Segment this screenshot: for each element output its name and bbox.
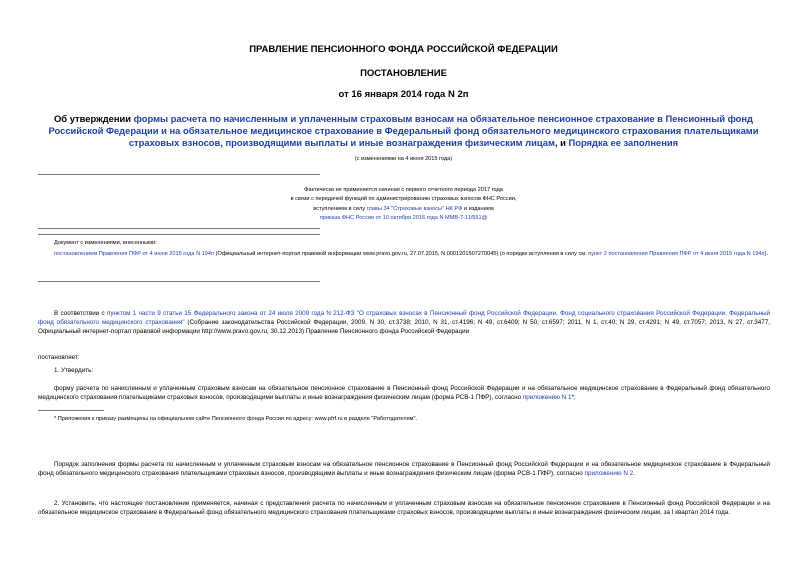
notice-line-3: вступлением в силу главы 34 "Страховые взносы" НК РФ и изданием <box>313 205 494 212</box>
notice-line-4 <box>0 214 807 223</box>
order-paragraph: Порядок заполнения формы расчета по начисленным и уплаченным страховым взносам на обязательное пенсионное страхование в Пенсионный фонд Российской Федерации и на обязательное медицинское страхование в Федеральный фонд обязательного медицинского страхования плательщиками страховых взносов, производящими выплаты и иные вознаграждения физическим лицам (форма РСВ-1 ПФР), согласно приложению N 2. <box>38 461 770 478</box>
form-link[interactable]: формы расчета по начисленным и уплаченным страховым взносам на обязательное пенсионное страхование в Пенсионный фонд Российской Федерации и на обязательное медицинское страхование в Федеральный фонд обязательного медицинского страхования плательщиками страховых взносов, производящими выплаты и иные вознаграждения физическим лицам <box>48 113 759 149</box>
document-title <box>30 113 777 150</box>
procedure-link[interactable]: Порядка ее заполнения <box>568 137 679 149</box>
footnote-divider <box>38 410 104 411</box>
resolves: постановляет: <box>38 354 80 361</box>
item-2-paragraph: 2. Установить, что настоящее постановление применяется, начиная с представления расчета по начисленным и уплаченным страховым взносам на обязательное пенсионное страхование в Пенсионный фонд Российской Федерации и на обязательное медицинское страхование в Федеральный фонд обязательного медицинского страхования плательщиками страховых взносов, производящими выплаты и иные вознаграждения физическим лицам, за I квартал 2014 года. <box>38 500 770 517</box>
fns-order-link[interactable]: приказа ФНС России от 10 октября 2016 года N ММВ-7-11/551@ <box>319 215 488 222</box>
item-1-form-paragraph: форму расчета по начисленным и уплаченным страховым взносам на обязательное пенсионное страхование в Пенсионный фонд Российской Федерации и на обязательное медицинское страхование в Федеральный фонд обязательного медицинского страхования плательщиками страховых взносов, производящими выплаты и иные вознаграждения физическим лицам (форма РСВ-1 ПФР), согласно приложению N 1*; <box>38 385 770 402</box>
appendix-2-link[interactable]: приложению N 2 <box>584 470 634 478</box>
changes-body: постановлением Правления ПФР от 4 июня 2015 года N 194п (Официальный интернет-портал правовой информации www.pravo.gov.ru, 27.07.2015, N 0001201507270045) (о порядке вступления в силу см. пункт 2 постановления Правления ПФР от 4 июня 2015 года N 194п). <box>54 251 768 257</box>
pfr-194p-item2-link[interactable]: пункт 2 постановления Правления ПФР от 4 июня 2015 года N 194п <box>588 251 765 257</box>
divider <box>38 281 320 282</box>
footnote: * Приложения к приказу размещены на официальном сайте Пенсионного фонда России по адресу: www.pfrf.ru в разделе "Работодателям". <box>54 416 418 422</box>
document-type: ПОСТАНОВЛЕНИЕ <box>360 68 447 79</box>
divider <box>38 174 320 175</box>
tax-code-chapter-link[interactable]: главы 34 "Страховые взносы" НК РФ <box>366 205 463 212</box>
federal-law-212fz-link[interactable]: пунктом 1 части 9 статьи 15 Федерального закона от 24 июля 2009 года N 212-ФЗ "О страховых взносах в Пенсионный фонд Российской Федерации, Фонд социального страхования Российской Федерации, Федеральный фонд обязательного медицинского страхования" <box>38 310 770 327</box>
changes-heading: Документ с изменениями, внесенными: <box>54 240 157 246</box>
notice-block <box>0 186 807 224</box>
notice-line-2: в связи с передачей функций по администрированию страховых взносов ФНС России, <box>290 196 517 203</box>
title-prefix: Об утверждении <box>54 113 134 124</box>
divider <box>38 234 320 235</box>
notice-line-1: Фактически не применяется начиная с первого отчетного периода 2017 года <box>304 187 503 193</box>
issuing-authority: ПРАВЛЕНИЕ ПЕНСИОННОГО ФОНДА РОССИЙСКОЙ ФЕДЕРАЦИИ <box>249 44 558 55</box>
title-mid: , и <box>554 137 569 149</box>
document-date-number: от 16 января 2014 года N 2п <box>338 89 469 100</box>
preamble: В соответствии с пунктом 1 части 9 статьи 15 Федерального закона от 24 июля 2009 года N 212-ФЗ "О страховых взносах в Пенсионный фонд Российской Федерации, Фонд социального страхования Российской Федерации, Федеральный фонд обязательного медицинского страхования" (Собрание законодательства Российской Федерации, 2009, N 30, ст.3738; 2010, N 31, ст.4196; N 49, ст.6409; N 50, ст.6597; 2011, N 1, ст.40; N 29, ст.4291; N 49, ст.7057; 2013, N 27, ст.3477, Официальный интернет-портал правовой информации http://www.pravo.gov.ru, 30.12.2013) Правление Пенсионного фонда Российской Федерации <box>38 310 770 336</box>
changes-note: (с изменениями на 4 июня 2015 года) <box>354 156 453 162</box>
divider <box>38 228 320 229</box>
appendix-1-link[interactable]: приложению N 1 <box>522 394 572 402</box>
item-1-label: 1. Утвердить: <box>54 367 94 374</box>
pfr-194p-link[interactable]: постановлением Правления ПФР от 4 июня 2015 года N 194п <box>54 251 215 257</box>
